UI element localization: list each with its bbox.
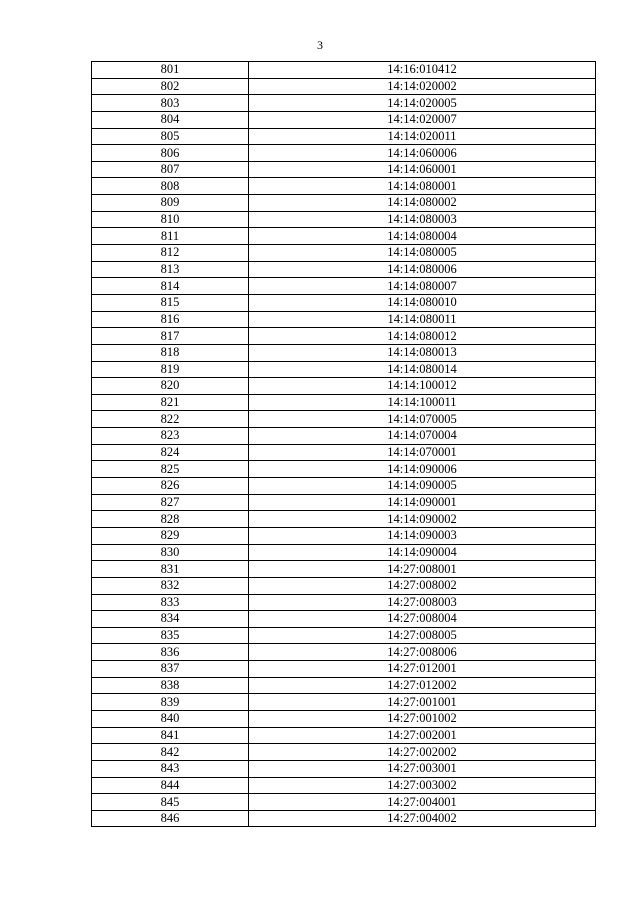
table-row: [92, 178, 596, 195]
cadastral-code-cell: 14:16:010412: [249, 62, 596, 79]
row-number-cell: 832: [92, 577, 249, 594]
row-number-cell: 811: [92, 228, 249, 245]
row-number-cell: 810: [92, 211, 249, 228]
table-row: [92, 428, 596, 445]
row-number-cell: 803: [92, 95, 249, 112]
table-row: [92, 744, 596, 761]
cadastral-code-cell: 14:14:070005: [249, 411, 596, 428]
row-number-cell: 834: [92, 611, 249, 628]
cadastral-code-cell: 14:27:008006: [249, 644, 596, 661]
row-number-cell: 835: [92, 627, 249, 644]
table-row: [92, 544, 596, 561]
cadastral-code-cell: 14:27:002001: [249, 727, 596, 744]
cadastral-code-cell: 14:27:001001: [249, 694, 596, 711]
table-row: [92, 195, 596, 212]
cadastral-code-cell: 14:27:008003: [249, 594, 596, 611]
row-number-cell: 830: [92, 544, 249, 561]
cadastral-code-cell: 14:14:080010: [249, 294, 596, 311]
cadastral-code-cell: 14:14:080006: [249, 261, 596, 278]
table-row: [92, 627, 596, 644]
cadastral-code-cell: 14:27:012001: [249, 661, 596, 678]
row-number-cell: 838: [92, 677, 249, 694]
row-number-cell: 817: [92, 328, 249, 345]
row-number-cell: 807: [92, 161, 249, 178]
cadastral-code-cell: 14:14:080001: [249, 178, 596, 195]
table-row: [92, 378, 596, 395]
row-number-cell: 842: [92, 744, 249, 761]
row-number-cell: 833: [92, 594, 249, 611]
table-row: [92, 111, 596, 128]
row-number-cell: 809: [92, 195, 249, 212]
table-row: [92, 677, 596, 694]
row-number-cell: 846: [92, 810, 249, 827]
row-number-cell: 843: [92, 760, 249, 777]
row-number-cell: 801: [92, 62, 249, 79]
table-row: [92, 527, 596, 544]
cadastral-code-cell: 14:14:090002: [249, 511, 596, 528]
row-number-cell: 806: [92, 145, 249, 162]
table-row: [92, 794, 596, 811]
table-row: [92, 128, 596, 145]
row-number-cell: 814: [92, 278, 249, 295]
row-number-cell: 818: [92, 344, 249, 361]
row-number-cell: 816: [92, 311, 249, 328]
cadastral-code-cell: 14:14:020011: [249, 128, 596, 145]
row-number-cell: 844: [92, 777, 249, 794]
page-number: 3: [317, 38, 323, 52]
table-row: [92, 694, 596, 711]
row-number-cell: 802: [92, 78, 249, 95]
table-row: [92, 494, 596, 511]
row-number-cell: 820: [92, 378, 249, 395]
cadastral-code-cell: 14:14:020002: [249, 78, 596, 95]
row-number-cell: 821: [92, 394, 249, 411]
table-row: [92, 411, 596, 428]
row-number-cell: 831: [92, 561, 249, 578]
row-number-cell: 808: [92, 178, 249, 195]
row-number-cell: 827: [92, 494, 249, 511]
row-number-cell: 836: [92, 644, 249, 661]
table-row: [92, 644, 596, 661]
cadastral-code-cell: 14:27:008001: [249, 561, 596, 578]
cadastral-code-cell: 14:14:090003: [249, 527, 596, 544]
cadastral-code-cell: 14:27:012002: [249, 677, 596, 694]
cadastral-code-cell: 14:14:100011: [249, 394, 596, 411]
cadastral-code-cell: 14:27:004002: [249, 810, 596, 827]
row-number-cell: 813: [92, 261, 249, 278]
cadastral-code-cell: 14:14:060001: [249, 161, 596, 178]
table-row: [92, 561, 596, 578]
row-number-cell: 822: [92, 411, 249, 428]
table-row: [92, 294, 596, 311]
row-number-cell: 837: [92, 661, 249, 678]
cadastral-code-cell: 14:27:001002: [249, 710, 596, 727]
table-row: [92, 311, 596, 328]
table-row: [92, 211, 596, 228]
row-number-cell: 845: [92, 794, 249, 811]
row-number-cell: 828: [92, 511, 249, 528]
cadastral-code-cell: 14:14:080003: [249, 211, 596, 228]
table-row: [92, 145, 596, 162]
cadastral-code-cell: 14:27:008004: [249, 611, 596, 628]
cadastral-code-cell: 14:14:070001: [249, 444, 596, 461]
cadastral-code-cell: 14:27:002002: [249, 744, 596, 761]
table-row: [92, 261, 596, 278]
table-row: [92, 245, 596, 262]
table-row: [92, 478, 596, 495]
row-number-cell: 840: [92, 710, 249, 727]
cadastral-code-cell: 14:27:003001: [249, 760, 596, 777]
table-row: [92, 611, 596, 628]
cadastral-code-cell: 14:14:080014: [249, 361, 596, 378]
cadastral-code-cell: 14:14:070004: [249, 428, 596, 445]
cadastral-code-cell: 14:14:080005: [249, 245, 596, 262]
table-row: [92, 577, 596, 594]
row-number-cell: 815: [92, 294, 249, 311]
row-number-cell: 823: [92, 428, 249, 445]
table-row: [92, 777, 596, 794]
cadastral-code-cell: 14:14:090006: [249, 461, 596, 478]
table-row: [92, 361, 596, 378]
cadastral-code-cell: 14:14:080011: [249, 311, 596, 328]
cadastral-code-cell: 14:27:008005: [249, 627, 596, 644]
table-row: [92, 710, 596, 727]
table-row: [92, 594, 596, 611]
cadastral-code-cell: 14:14:090004: [249, 544, 596, 561]
row-number-cell: 829: [92, 527, 249, 544]
cadastral-code-cell: 14:14:080004: [249, 228, 596, 245]
cadastral-code-cell: 14:14:100012: [249, 378, 596, 395]
row-number-cell: 826: [92, 478, 249, 495]
table-row: [92, 161, 596, 178]
table-row: [92, 328, 596, 345]
cadastral-code-cell: 14:14:020007: [249, 111, 596, 128]
cadastral-code-cell: 14:14:020005: [249, 95, 596, 112]
cadastral-code-cell: 14:14:090005: [249, 478, 596, 495]
table-row: [92, 344, 596, 361]
table-row: [92, 394, 596, 411]
table-row: [92, 278, 596, 295]
cadastral-table-container: [91, 61, 595, 827]
cadastral-code-cell: 14:27:008002: [249, 577, 596, 594]
cadastral-code-cell: 14:14:080007: [249, 278, 596, 295]
table-row: [92, 62, 596, 79]
table-row: [92, 228, 596, 245]
table-row: [92, 760, 596, 777]
table-row: [92, 78, 596, 95]
row-number-cell: 819: [92, 361, 249, 378]
cadastral-code-cell: 14:14:090001: [249, 494, 596, 511]
table-row: [92, 661, 596, 678]
row-number-cell: 841: [92, 727, 249, 744]
cadastral-code-cell: 14:14:080012: [249, 328, 596, 345]
table-row: [92, 727, 596, 744]
table-row: [92, 461, 596, 478]
row-number-cell: 825: [92, 461, 249, 478]
cadastral-code-cell: 14:14:080002: [249, 195, 596, 212]
row-number-cell: 812: [92, 245, 249, 262]
row-number-cell: 805: [92, 128, 249, 145]
row-number-cell: 839: [92, 694, 249, 711]
table-row: [92, 444, 596, 461]
cadastral-code-cell: 14:14:060006: [249, 145, 596, 162]
cadastral-code-cell: 14:27:003002: [249, 777, 596, 794]
cadastral-code-cell: 14:14:080013: [249, 344, 596, 361]
table-row: [92, 810, 596, 827]
table-body: [92, 62, 596, 827]
row-number-cell: 804: [92, 111, 249, 128]
table-row: [92, 95, 596, 112]
row-number-cell: 824: [92, 444, 249, 461]
cadastral-code-cell: 14:27:004001: [249, 794, 596, 811]
table-row: [92, 511, 596, 528]
cadastral-table: [91, 61, 596, 827]
